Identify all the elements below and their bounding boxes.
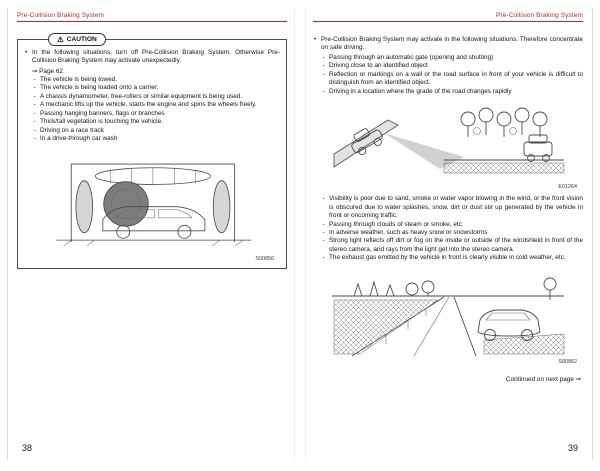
- intro-bullet: • Pre-Collision Braking System may activate in the following situations. Therefore concentrate on safe driving.: [313, 36, 583, 53]
- warning-icon: ⚠: [57, 34, 64, 44]
- figure-code: S80862: [558, 358, 577, 365]
- list-item: - The exhaust gas emitted by the vehicle in front is clearly visible in cold weather, etc.: [321, 254, 583, 262]
- caution-box: [17, 34, 287, 269]
- list-item: - Thick/tall vegetation is touching the vehicle.: [32, 118, 280, 126]
- header-rule: [313, 21, 583, 22]
- figure-code: S00856: [255, 255, 274, 262]
- list-item: - In adverse weather, such as heavy snow or snowstorms: [321, 229, 583, 237]
- list-item: - Passing through an automatic gate (opening and shutting): [321, 54, 583, 62]
- car-wash-figure: [24, 151, 280, 262]
- list-item: - The vehicle is being loaded onto a carrier.: [32, 84, 280, 92]
- page-right: [305, 8, 593, 460]
- list-item: - In a drive-through car wash: [32, 135, 280, 143]
- header-rule: [17, 21, 287, 22]
- list-item: - Visibility is poor due to sand, smoke or water vapor blowing in the wind, or the front vision is obscured due to water splashes, snow, dirt or dust stir up generated by the vehicle in front or oncoming traffic.: [321, 195, 583, 220]
- list-item: - Passing hanging banners, flags or branches: [32, 110, 280, 118]
- list-item: - A mechanic lifts up the vehicle, starts the engine and spins the wheels freely.: [32, 101, 280, 109]
- uphill-illustration: [326, 103, 570, 183]
- snow-figure: [313, 270, 583, 365]
- list-item: - Passing through clouds of steam or smoke, etc.: [321, 221, 583, 229]
- page-header: Pre-Collision Braking System: [17, 12, 104, 19]
- list-item: - Strong light reflects off dirt or fog on the inside or outside of the windshield in front of the stereo camera, and rays from the light get into the stereo camera.: [321, 237, 583, 254]
- page-number: 38: [22, 443, 33, 453]
- caution-list: [32, 76, 280, 144]
- list-item: - Driving close to an identified object: [321, 62, 583, 70]
- page-left: [7, 8, 295, 460]
- situations-list-top: [321, 54, 583, 96]
- caution-intro: • In the following situations, turn off Pre-Collision Braking System. Otherwise Pre-Collision Braking System may activate unexpectedly.: [24, 49, 280, 66]
- list-item: - Driving on a race track: [32, 127, 280, 135]
- page-ref: ⇒ Page 62: [32, 67, 63, 75]
- page-number: 39: [567, 443, 578, 453]
- caution-badge: [48, 33, 106, 46]
- list-item: - The vehicle is being towed.: [32, 76, 280, 84]
- figure-code: E01264: [558, 184, 577, 191]
- car-wash-illustration: [36, 151, 268, 255]
- list-item: - Driving in a location where the grade of the road changes rapidly: [321, 88, 583, 96]
- caution-label: CAUTION: [66, 36, 97, 43]
- page-header: Pre-Collision Braking System: [496, 12, 583, 19]
- continued-note: Continued on next page ⇒: [506, 375, 581, 383]
- situations-list-bottom: [321, 195, 583, 263]
- list-item: - A chassis dynamometer, free-rollers or similar equipment is being used.: [32, 93, 280, 101]
- list-item: - Reflection or markings on a wall or the road surface in front of your vehicle is difficult to distinguish from an identified object.: [321, 71, 583, 88]
- uphill-figure: [313, 103, 583, 190]
- snow-illustration: [326, 270, 570, 358]
